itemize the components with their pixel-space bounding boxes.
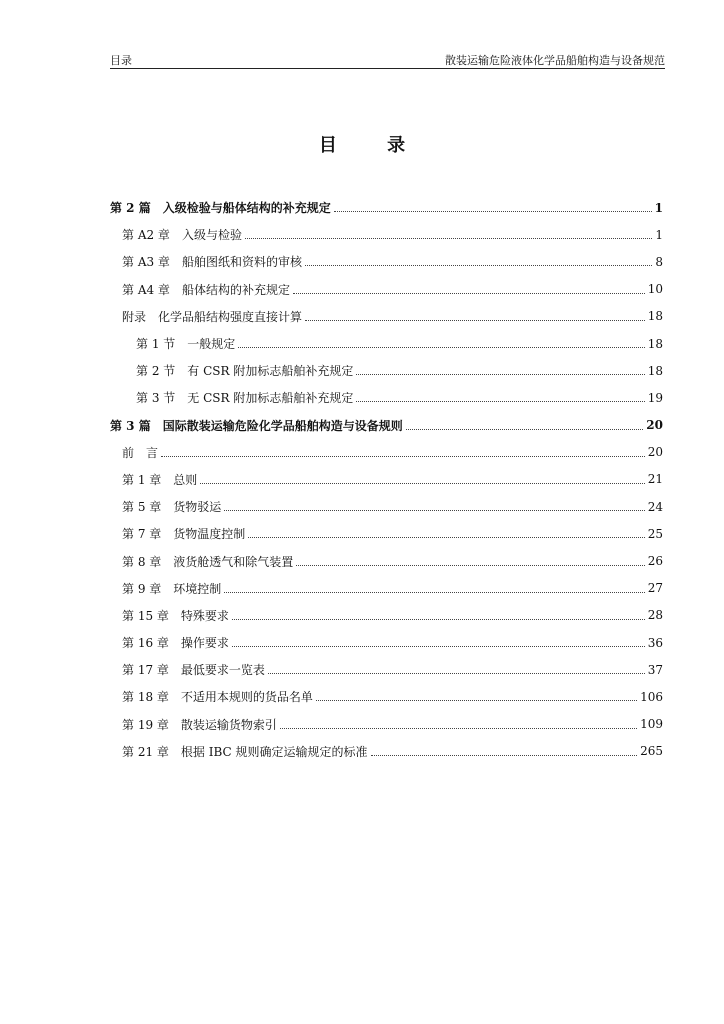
- toc-entry[interactable]: [110, 221, 663, 248]
- toc-entry-label: [122, 743, 368, 760]
- toc-entry[interactable]: [110, 656, 663, 683]
- toc-entry[interactable]: [110, 711, 663, 738]
- toc-entry-text: 不适用本规则的货品名单: [180, 690, 313, 705]
- toc-entry-page-number: 18: [647, 309, 663, 324]
- toc-entry-number: 第 3 篇: [110, 418, 151, 433]
- toc-dot-leader: [305, 320, 645, 321]
- toc-entry-label: [122, 716, 277, 733]
- header-document-title: 散装运输危险液体化学品船舶构造与设备规范: [445, 54, 665, 67]
- toc-entry-page-number: 106: [640, 689, 663, 704]
- toc-entry[interactable]: [110, 629, 663, 656]
- toc-entry-label: [122, 607, 229, 624]
- toc-entry-page-number: 8: [655, 254, 663, 269]
- toc-dot-leader: [248, 537, 644, 538]
- toc-entry-page-number: 19: [647, 390, 663, 405]
- toc-entry-page-number: 18: [647, 363, 663, 378]
- toc-entry-page-number: 20: [647, 445, 663, 460]
- toc-entry-page-number: 1: [655, 227, 663, 242]
- toc-entry-text: 总则: [173, 472, 198, 487]
- toc-dot-leader: [200, 483, 644, 484]
- toc-entry-text: 船舶图纸和资料的审核: [181, 255, 302, 270]
- toc-entry-text: 入级检验与船体结构的补充规定: [162, 201, 331, 216]
- toc-dot-leader: [245, 238, 652, 239]
- toc-entry-number: 第 1 节: [136, 337, 176, 352]
- toc-entry-label: [122, 308, 302, 325]
- toc-entry-number: 第 2 节: [136, 364, 176, 379]
- toc-entry-number: 附录: [122, 309, 147, 324]
- toc-entry-text: 船体结构的补充规定: [181, 282, 290, 297]
- toc-entry-number: 第 A2 章: [122, 228, 170, 243]
- page-header: [110, 50, 665, 68]
- toc-entry-text: 入级与检验: [181, 228, 242, 243]
- toc-entry-number: 第 9 章: [122, 581, 162, 596]
- toc-entry-label: [122, 471, 197, 488]
- toc-dot-leader: [356, 401, 644, 402]
- toc-entry-number: 第 21 章: [122, 744, 169, 759]
- toc-entry-text: 言: [146, 445, 159, 460]
- toc-dot-leader: [280, 728, 637, 729]
- toc-entry-label: [122, 253, 302, 270]
- toc-entry-page-number: 28: [647, 608, 663, 623]
- toc-entry-page-number: 25: [647, 526, 663, 541]
- toc-entry-label: [122, 688, 313, 705]
- toc-entry-number: 第 2 篇: [110, 201, 151, 216]
- toc-entry-page-number: 265: [640, 744, 663, 759]
- toc-dot-leader: [238, 347, 644, 348]
- toc-entry-label: [110, 417, 403, 434]
- toc-entry-label: [122, 226, 242, 243]
- toc-dot-leader: [293, 293, 645, 294]
- toc-entry[interactable]: [110, 602, 663, 629]
- toc-entry-number: 第 17 章: [122, 663, 169, 678]
- toc-dot-leader: [232, 619, 645, 620]
- toc-entry-text: 有 CSR 附加标志船舶补充规定: [187, 364, 354, 379]
- toc-entry[interactable]: [110, 683, 663, 710]
- toc-entry-page-number: 20: [646, 418, 663, 433]
- toc-entry[interactable]: [110, 248, 663, 275]
- toc-entry[interactable]: [110, 547, 663, 574]
- toc-entry-label: [110, 199, 331, 216]
- toc-entry[interactable]: [110, 520, 663, 547]
- toc-entry-text: 根据 IBC 规则确定运输规定的标准: [180, 744, 368, 759]
- toc-entry-number: 第 16 章: [122, 636, 169, 651]
- toc-entry-text: 货物温度控制: [173, 527, 246, 542]
- toc-entry[interactable]: [110, 384, 663, 411]
- toc-dot-leader: [371, 755, 638, 756]
- toc-entry-page-number: 18: [647, 336, 663, 351]
- toc-entry-number: 第 5 章: [122, 500, 162, 515]
- toc-entry-number: 第 19 章: [122, 717, 169, 732]
- toc-entry-page-number: 37: [647, 662, 663, 677]
- toc-entry-label: [136, 362, 353, 379]
- toc-entry-text: 最低要求一览表: [180, 663, 265, 678]
- toc-dot-leader: [305, 265, 652, 266]
- toc-entry-number: 第 3 节: [136, 391, 176, 406]
- toc-entry[interactable]: [110, 276, 663, 303]
- toc-entry-number: 第 8 章: [122, 554, 162, 569]
- toc-entry[interactable]: [110, 303, 663, 330]
- toc-entry-text: 无 CSR 附加标志船舶补充规定: [187, 391, 354, 406]
- toc-entry-label: [122, 553, 293, 570]
- toc-entry-page-number: 21: [647, 472, 663, 487]
- toc-entry-number: 第 1 章: [122, 472, 162, 487]
- toc-entry-page-number: 36: [647, 635, 663, 650]
- toc-dot-leader: [334, 211, 652, 212]
- header-section-label: 目录: [110, 54, 132, 67]
- table-of-contents: [110, 194, 663, 765]
- toc-entry-number: 第 15 章: [122, 608, 169, 623]
- toc-entry-label: [122, 661, 265, 678]
- toc-entry-text: 散装运输货物索引: [180, 717, 277, 732]
- toc-entry-page-number: 109: [640, 717, 663, 732]
- toc-entry-text: 液货舱透气和除气装置: [173, 554, 294, 569]
- toc-entry[interactable]: [110, 439, 663, 466]
- toc-entry-label: [122, 281, 290, 298]
- toc-entry-label: [122, 525, 245, 542]
- header-divider: [110, 68, 665, 69]
- toc-entry-label: [122, 580, 221, 597]
- toc-entry-label: [136, 389, 353, 406]
- toc-dot-leader: [356, 374, 644, 375]
- toc-entry-text: 操作要求: [180, 636, 229, 651]
- toc-entry[interactable]: [110, 357, 663, 384]
- toc-entry-label: [122, 634, 229, 651]
- toc-entry-label: [122, 498, 221, 515]
- page-title: 目 录: [318, 135, 428, 156]
- toc-entry-number: 第 7 章: [122, 527, 162, 542]
- toc-dot-leader: [232, 646, 645, 647]
- toc-entry[interactable]: [110, 493, 663, 520]
- toc-entry-page-number: 26: [647, 554, 663, 569]
- toc-entry[interactable]: [110, 575, 663, 602]
- toc-entry-text: 特殊要求: [180, 608, 229, 623]
- toc-dot-leader: [224, 510, 644, 511]
- toc-entry-number: 第 18 章: [122, 690, 169, 705]
- toc-entry-page-number: 1: [654, 200, 663, 215]
- toc-dot-leader: [161, 456, 645, 457]
- toc-entry[interactable]: [110, 412, 663, 439]
- toc-dot-leader: [268, 673, 645, 674]
- toc-entry-page-number: 10: [647, 282, 663, 297]
- toc-entry-number: 前: [122, 445, 135, 460]
- toc-entry[interactable]: [110, 330, 663, 357]
- toc-entry-text: 货物驳运: [173, 500, 222, 515]
- toc-dot-leader: [316, 700, 637, 701]
- toc-entry[interactable]: [110, 194, 663, 221]
- toc-dot-leader: [406, 429, 644, 430]
- toc-dot-leader: [296, 565, 644, 566]
- toc-entry-text: 国际散装运输危险化学品船舶构造与设备规则: [162, 418, 403, 433]
- toc-entry-label: [122, 444, 158, 461]
- toc-entry[interactable]: [110, 466, 663, 493]
- toc-entry-number: 第 A4 章: [122, 282, 170, 297]
- toc-entry[interactable]: [110, 738, 663, 765]
- toc-entry-page-number: 27: [647, 581, 663, 596]
- toc-dot-leader: [224, 592, 644, 593]
- toc-entry-text: 一般规定: [187, 337, 236, 352]
- toc-entry-text: 化学品船结构强度直接计算: [158, 309, 303, 324]
- toc-entry-text: 环境控制: [173, 581, 222, 596]
- toc-entry-label: [136, 335, 235, 352]
- toc-entry-number: 第 A3 章: [122, 255, 170, 270]
- toc-entry-page-number: 24: [647, 499, 663, 514]
